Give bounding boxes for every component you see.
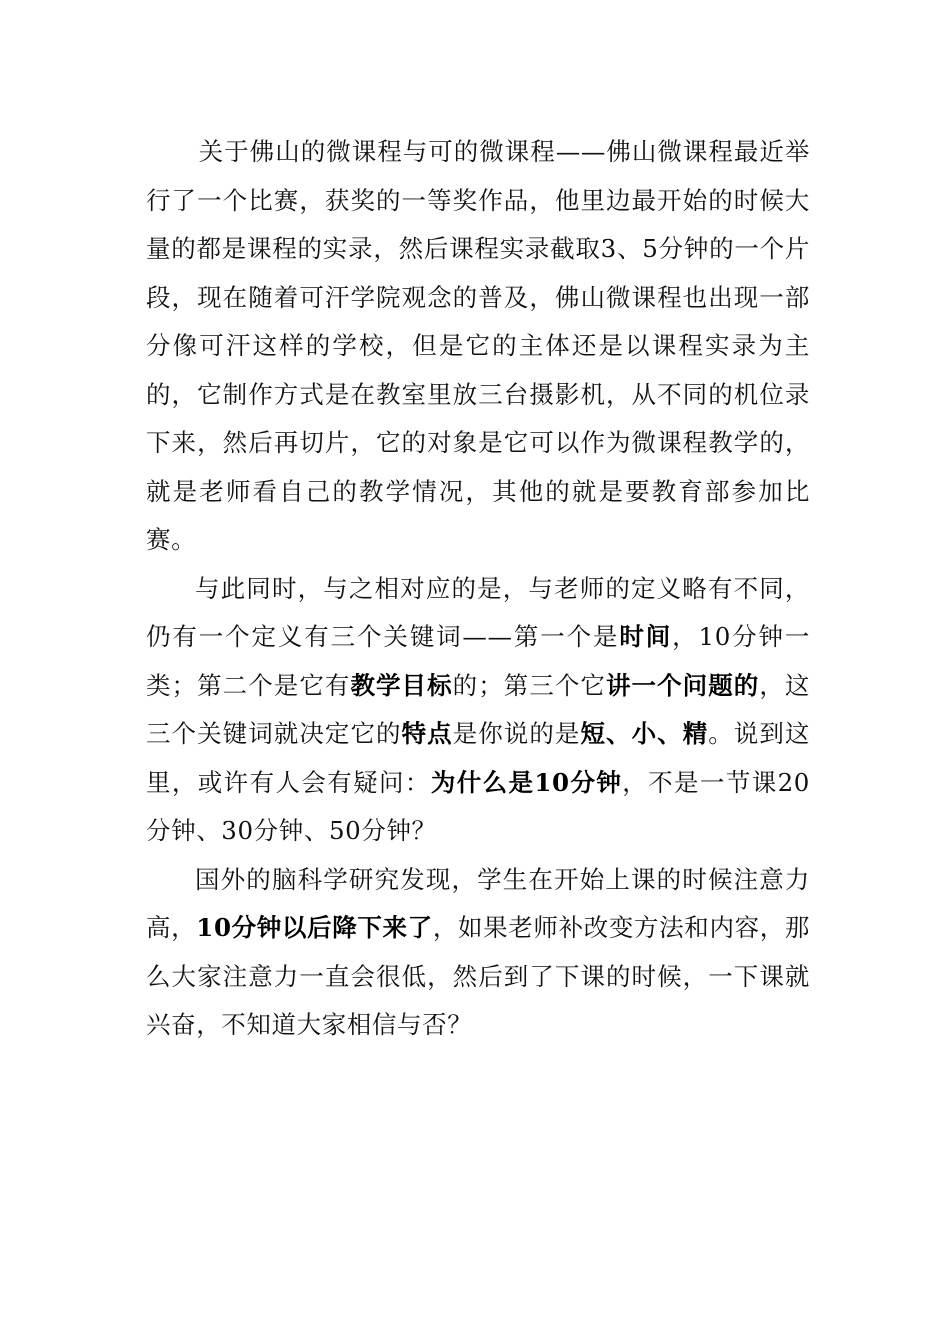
keyword-drops-after-ten-minutes: 10分钟以后降下来了 <box>196 913 433 942</box>
keyword-features: 特点 <box>401 719 453 748</box>
paragraph-text: ，如果老师补改变方法和内容，那么大家注意力一直会很低，然后到了下课的时候，一下课就兴奋，不知道大家相信与否？ <box>146 913 811 1039</box>
paragraph-text: 。说到这里，或许有人会有疑问： <box>146 719 811 797</box>
keyword-short-small-refined: 短、小、精 <box>580 719 709 748</box>
paragraph-text: ，10分钟一类；第二个是它有 <box>146 622 810 700</box>
paragraph-brain-science <box>146 856 810 1050</box>
paragraph-definition-keywords <box>146 565 810 856</box>
paragraph-text: 是你说的是 <box>452 719 581 748</box>
paragraph-text: 的；第三个它 <box>452 670 606 700</box>
paragraph-text: 与此同时，与之相对应的是，与老师的定义略有不同，仍有一个定义有三个关键词——第一个是 <box>146 573 810 651</box>
paragraph-text: 国外的脑科学研究发现，学生在开始上课的时候注意力高， <box>146 864 810 942</box>
paragraph-text: 关于佛山的微课程与可的微课程——佛山微课程最近举行了一个比赛，获奖的一等奖作品，他里边最开始的时候大量的都是课程的实录，然后课程实录截取3、5分钟的一个片段，现在随着可汗学院观念的普及，佛山微课程也出现一部分像可汗这样的学校，但是它的主体还是以课程实录为主的，它制作方式是在教室里放三台摄影机，从不同的机位录下来，然后再切片，它的对象是它可以作为微课程教学的，就是老师看自己的教学情况，其他的就是要教育部参加比赛。 <box>146 137 810 554</box>
paragraph-text: ，不是一节课20分钟、30分钟、50分钟？ <box>146 767 810 845</box>
keyword-why-ten-minutes: 为什么是10分钟 <box>430 767 623 797</box>
paragraph-text: ，这三个关键词就决定它的 <box>146 670 810 748</box>
keyword-teaching-goal: 教学目标 <box>350 670 453 700</box>
keyword-time: 时间 <box>619 622 673 651</box>
paragraph-micro-course-foshan <box>146 128 810 565</box>
document-body <box>146 128 810 1050</box>
keyword-one-problem: 讲一个问题的 <box>605 670 760 700</box>
